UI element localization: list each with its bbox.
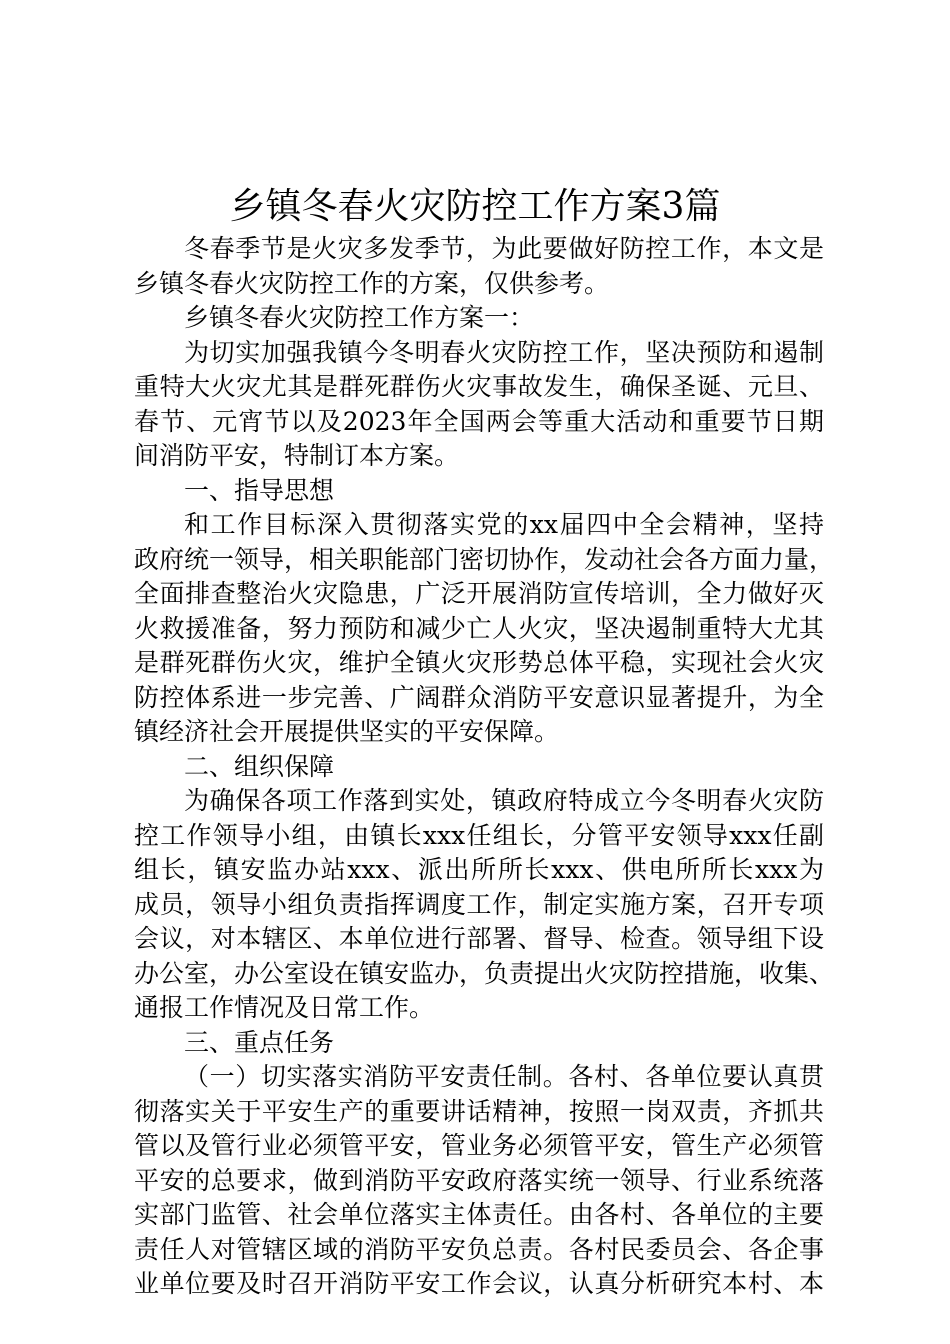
text-line: 通报工作情况及日常工作。	[134, 993, 435, 1022]
text-line: 业单位要及时召开消防平安工作会议，认真分析研究本村、本	[134, 1269, 824, 1298]
text-line: 责任人对管辖区域的消防平安负总责。各村民委员会、各企事	[134, 1234, 824, 1264]
text-line: 为确保各项工作落到实处，镇政府特成立今冬明春火灾防	[184, 786, 824, 815]
text-line: 彻落实关于平安生产的重要讲话精神，按照一岗双责，齐抓共	[134, 1096, 824, 1126]
text-line: 会议，对本辖区、本单位进行部署、督导、检查。领导组下设	[134, 924, 824, 953]
text-line: 三、重点任务	[184, 1027, 335, 1057]
text-line: 全面排查整治火灾隐患，广泛开展消防宣传培训，全力做好灭	[134, 579, 824, 608]
text-line: 组长，镇安监办站xxx、派出所所长xxx、供电所所长xxx为	[134, 855, 824, 884]
text-line: 防控体系进一步完善、广阔群众消防平安意识显著提升，为全	[134, 682, 824, 712]
text-line: 政府统一领导，相关职能部门密切协作，发动社会各方面力量，	[134, 544, 835, 574]
text-line: 春节、元宵节以及2023年全国两会等重大活动和重要节日期	[134, 406, 824, 436]
text-line: 是群死群伤火灾，维护全镇火灾形势总体平稳，实现社会火灾	[134, 648, 824, 677]
text-line: 一、指导思想	[184, 475, 335, 505]
text-line: 间消防平安，特制订本方案。	[134, 441, 460, 470]
text-line: 重特大火灾尤其是群死群伤火灾事故发生，确保圣诞、元旦、	[134, 372, 824, 401]
document-title: 乡镇冬春火灾防控工作方案3篇	[229, 186, 721, 227]
text-line: 乡镇冬春火灾防控工作的方案，仅供参考。	[134, 268, 610, 298]
text-line: 实部门监管、社会单位落实主体责任。由各村、各单位的主要	[134, 1200, 824, 1229]
text-line: 镇经济社会开展提供坚实的平安保障。	[134, 717, 560, 746]
text-line: 成员，领导小组负责指挥调度工作，制定实施方案，召开专项	[134, 889, 824, 919]
text-line: 火救援准备，努力预防和减少亡人火灾，坚决遏制重特大尤其	[134, 613, 824, 643]
text-line: （一）切实落实消防平安责任制。各村、各单位要认真贯	[184, 1062, 824, 1091]
text-line: 平安的总要求，做到消防平安政府落实统一领导、行业系统落	[134, 1165, 824, 1195]
text-line: 乡镇冬春火灾防控工作方案一：	[184, 303, 535, 332]
text-line: 控工作领导小组，由镇长xxx任组长，分管平安领导xxx任副	[134, 820, 824, 850]
text-line: 办公室，办公室设在镇安监办，负责提出火灾防控措施，收集、	[134, 958, 835, 988]
text-line: 为切实加强我镇今冬明春火灾防控工作，坚决预防和遏制	[184, 337, 824, 367]
text-line: 冬春季节是火灾多发季节，为此要做好防控工作，本文是	[184, 234, 824, 263]
text-line: 管以及管行业必须管平安，管业务必须管平安，管生产必须管	[134, 1131, 824, 1160]
text-line: 和工作目标深入贯彻落实党的xx届四中全会精神，坚持	[184, 510, 824, 539]
text-line: 二、组织保障	[184, 751, 335, 781]
document-body	[134, 232, 835, 1302]
